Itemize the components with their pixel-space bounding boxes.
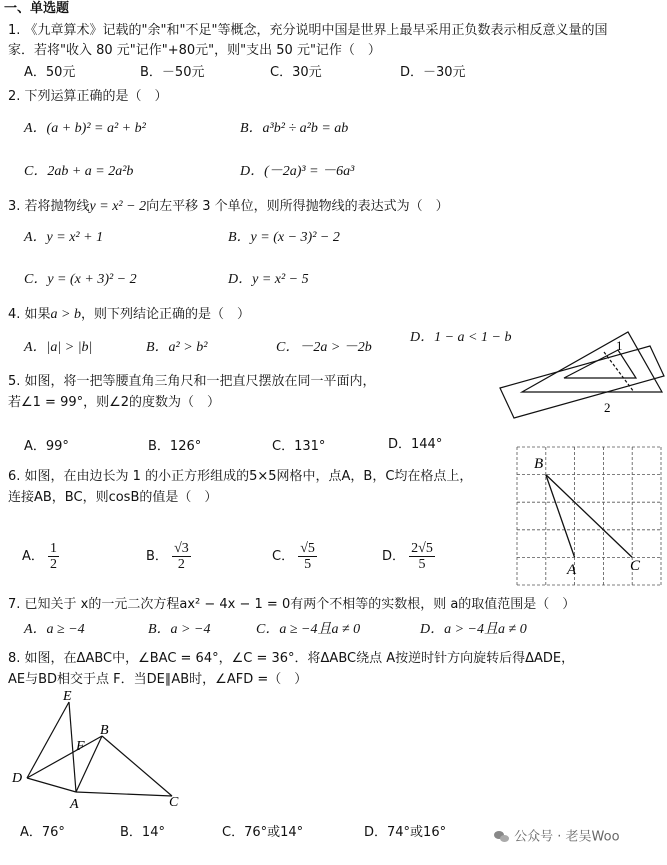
q1-option-b: B．－50元 [140,65,205,80]
watermark-text: 公众号 · 老吴Woo [514,829,620,845]
q6-option-d-fraction [409,541,435,572]
q6-option-a-prefix: A． [22,549,44,564]
q2-option-b: B．a³b² ÷ a²b = ab [240,121,349,136]
q3-stem-post: 向左平移 3 个单位，则所得抛物线的表达式为（ ） [146,199,449,214]
q1-stem-line1: 1. 《九章算术》记载的"余"和"不足"等概念，充分说明中国是世界上最早采用正负数表示相反意义量的国 [8,23,608,38]
q6-stem-line2: 连接AB，BC，则cosB的值是（ ） [8,490,218,505]
q4-stem-pre: 4. 如果 [8,307,51,322]
q2-option-d: D．(－2a)³ = －6a³ [240,164,355,179]
watermark [494,830,620,844]
section-title: 一、单选题 [4,1,70,16]
q6-option-d-prefix: D． [382,549,406,564]
triangle-ruler-diagram [500,332,664,418]
segment-bc [546,475,632,558]
q1-option-d: D．－30元 [400,65,466,80]
q3-option-c: C．y = (x + 3)² − 2 [24,272,137,287]
point-e-label: E [63,689,72,704]
q6-figure [514,444,664,588]
segment-ab [546,475,575,558]
q7-stem: 7. 已知关于 x的一元二次方程ax² − 4x − 1 = 0有两个不相等的实数根，则 a的取值范围是（ ） [8,597,576,612]
point-b-label: B [534,456,544,472]
q8-stem-line1: 8. 如图，在ΔABC中，∠BAC = 64°，∠C = 36°．将ΔABC绕点 A按逆时针方向旋转后得ΔADE， [8,651,575,666]
q6-option-b-fraction [172,541,191,572]
q7-option-a: A．a ≥ −4 [24,622,85,637]
q6-option-b [146,541,191,572]
segment-bc [102,736,172,796]
point-c-label: C [630,558,641,574]
q5-stem-line2: 若∠1 = 99°，则∠2的度数为（ ） [8,395,221,410]
q8-option-d: D．74°或16° [364,825,447,840]
q8-figure [8,688,196,814]
point-d-label: D [12,771,23,786]
q1-stem-line2: 家．若将"收入 80 元"记作"+80元"，则"支出 50 元"记作（ ） [8,43,381,58]
point-f-label: F [76,739,85,754]
segment-ac [76,792,172,796]
q3-option-a: A．y = x² + 1 [24,230,104,245]
q4-option-b: B．a² > b² [146,340,208,355]
q2-stem: 2. 下列运算正确的是（ ） [8,89,168,104]
segment-da [27,778,76,792]
q6-option-b-prefix: B． [146,549,168,564]
q4-option-a: A．|a| > |b| [24,340,93,355]
q5-option-a: A．99° [24,439,69,454]
q6-option-a [22,541,59,572]
q6-c-denominator: 5 [304,557,312,572]
q4-option-d: D．1 − a < 1 − b [410,330,512,345]
q5-option-d: D．144° [388,437,443,452]
q5-option-b: B．126° [148,439,202,454]
q7-option-b: B．a > −4 [148,622,211,637]
q3-option-b: B．y = (x − 3)² − 2 [228,230,340,245]
q2-option-a: A．(a + b)² = a² + b² [24,121,146,136]
q2-option-c: C．2ab + a = 2a²b [24,164,134,179]
ruler [500,346,664,418]
q4-stem-math: a > b [50,307,81,322]
segments-ab-bc [546,475,632,558]
q5-stem-line1: 5. 如图，将一把等腰直角三角尺和一把直尺摆放在同一平面内， [8,374,376,389]
q6-a-numerator: 1 [50,541,58,556]
q7-option-c: C．a ≥ −4且a ≠ 0 [256,622,361,637]
q7-option-d: D．a > −4且a ≠ 0 [420,622,527,637]
q1-option-c: C．30元 [270,65,322,80]
point-a-label: A [567,562,577,578]
q3-option-d: D．y = x² − 5 [228,272,309,287]
q6-b-denominator: 2 [177,557,185,572]
q6-d-numerator: 2√5 [411,541,433,556]
q8-stem-line2: AE与BD相交于点 F．当DE∥AB时，∠AFD =（ ） [8,672,308,687]
q5-option-c: C．131° [272,439,326,454]
hidden-edge [604,352,634,392]
angle-2-label: 2 [604,400,611,415]
q5-figure [500,332,666,432]
segment-ea [69,702,76,792]
point-c-label: C [169,795,179,810]
q6-d-denominator: 5 [418,557,426,572]
q3-stem [8,200,449,214]
q6-option-a-fraction [48,541,59,572]
q8-option-c: C．76°或14° [222,825,304,840]
q6-option-d [382,541,435,572]
q4-stem [8,308,250,322]
q6-c-numerator: √5 [300,541,315,556]
q1-option-a: A．50元 [24,65,76,80]
point-a-label: A [70,797,79,812]
q3-stem-math: y = x² − 2 [89,199,147,214]
q3-stem-pre: 3. 若将抛物线 [8,199,90,214]
q8-option-b: B．14° [120,825,165,840]
q6-a-denominator: 2 [50,557,58,572]
rotation-diagram [27,702,172,796]
set-square-inner [564,350,636,378]
q6-stem-line1: 6. 如图，在由边长为 1 的小正方形组成的5×5网格中，点A，B，C均在格点上， [8,469,473,484]
point-b-label: B [100,723,109,738]
q6-option-c [272,541,317,572]
q6-b-numerator: √3 [174,541,189,556]
wechat-icon [494,830,510,844]
q4-stem-post: ，则下列结论正确的是（ ） [81,307,251,322]
q6-option-c-prefix: C． [272,549,295,564]
q8-option-a: A．76° [20,825,65,840]
angle-1-label: 1 [616,338,623,353]
q4-option-c: C．－2a > －2b [276,340,372,355]
q6-option-c-fraction [298,541,317,572]
